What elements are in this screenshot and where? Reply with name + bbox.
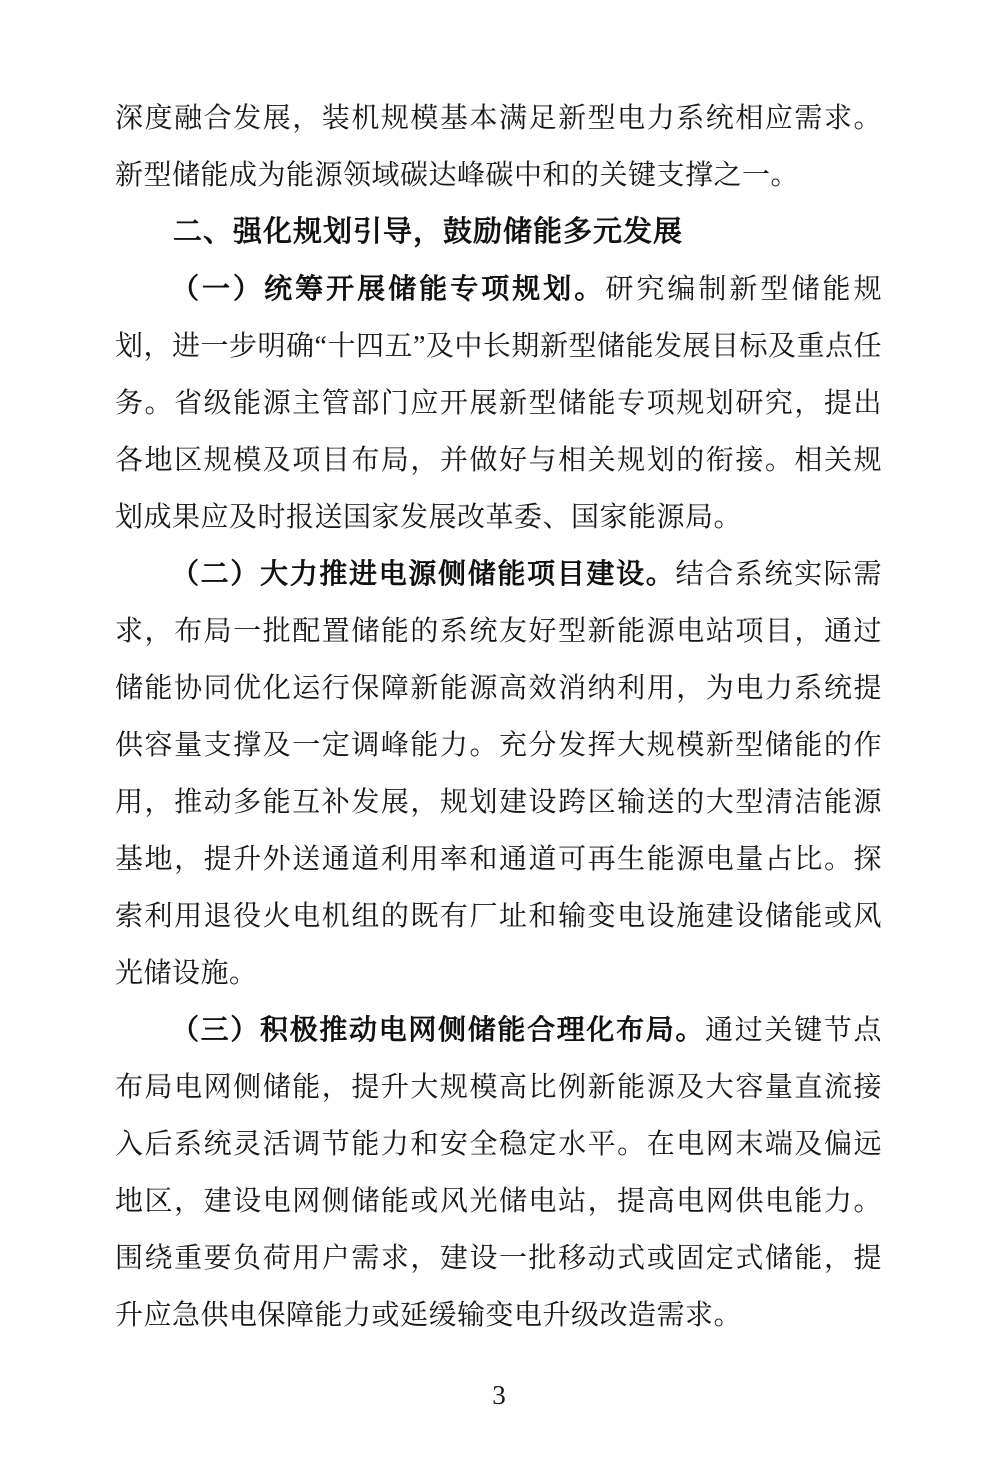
section-heading: 二、强化规划引导，鼓励储能多元发展: [173, 216, 684, 248]
page-number: 3: [492, 1380, 506, 1410]
subsection-3-body: 通过关键节点布局电网侧储能，提升大规模高比例新能源及大容量直流接入后系统灵活调节能力和安全稳定水平。在电网末端及偏远地区，建设电网侧储能或风光储电站，提高电网供电能力。围绕重要负荷用户需求，建设一批移动式或固定式储能，提升应急供电保障能力或延缓输变电升级改造需求。: [115, 1015, 882, 1331]
subsection-2-lead: （二）大力推进电源侧储能项目建设。: [171, 559, 676, 590]
subsection-2-body: 结合系统实际需求，布局一批配置储能的系统友好型新能源电站项目，通过储能协同优化运行保障新能源高效消纳利用，为电力系统提供容量支撑及一定调峰能力。充分发挥大规模新型储能的作用，推动多能互补发展，规划建设跨区输送的大型清洁能源基地，提升外送通道利用率和通道可再生能源电量占比。探索利用退役火电机组的既有厂址和输变电设施建设储能或风光储设施。: [115, 559, 882, 989]
subsection-3: [115, 1002, 882, 1344]
page-footer: [0, 1380, 998, 1410]
subsection-1: [115, 261, 882, 546]
subsection-1-body: 研究编制新型储能规划，进一步明确“十四五”及中长期新型储能发展目标及重点任务。省级能源主管部门应开展新型储能专项规划研究，提出各地区规模及项目布局，并做好与相关规划的衔接。相关规划成果应及时报送国家发展改革委、国家能源局。: [115, 274, 882, 533]
subsection-2: [115, 546, 882, 1002]
subsection-1-lead: （一）统筹开展储能专项规划。: [171, 274, 606, 305]
subsection-3-lead: （三）积极推动电网侧储能合理化布局。: [171, 1015, 706, 1046]
continuation-paragraph: 深度融合发展，装机规模基本满足新型电力系统相应需求。新型储能成为能源领域碳达峰碳中和的关键支撑之一。: [115, 103, 882, 191]
